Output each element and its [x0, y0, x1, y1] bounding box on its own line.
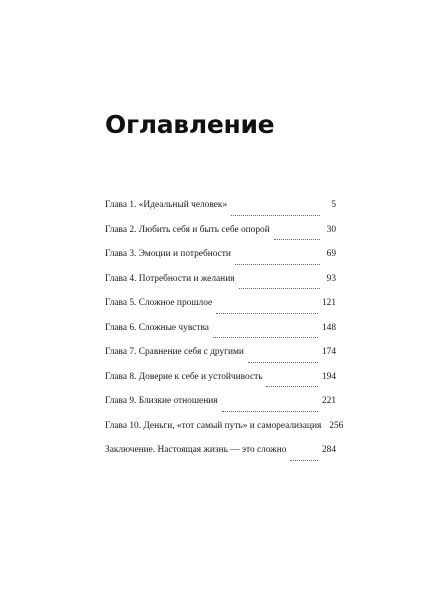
table-of-contents [105, 200, 344, 470]
toc-entry-page: 174 [321, 347, 336, 357]
toc-entry-label: Глава 3. Эмоции и потребности [105, 249, 231, 259]
toc-entry [105, 274, 336, 299]
toc-entry [105, 445, 336, 470]
toc-entry-page: 148 [321, 322, 336, 333]
toc-entry-page: 121 [321, 298, 336, 308]
toc-entry-label: Глава 10. Деньги, «тот самый путь» и самореализация [105, 420, 322, 431]
toc-entry-label: Глава 9. Близкие отношения [105, 396, 218, 406]
toc-leader-dots [274, 239, 320, 240]
toc-entry-page: 30 [326, 224, 336, 235]
toc-entry-page: 221 [321, 396, 336, 406]
toc-entry [105, 200, 336, 225]
toc-entry-label: Глава 5. Сложное прошлое [105, 298, 213, 308]
toc-leader-dots [248, 362, 318, 363]
toc-leader-dots [290, 460, 317, 461]
toc-entry [105, 420, 344, 446]
toc-entry-page: 5 [331, 200, 336, 210]
toc-entry-page: 256 [329, 420, 344, 431]
toc-entry [105, 372, 336, 397]
toc-leader-dots [213, 337, 318, 338]
toc-entry-label: Глава 7. Сравнение себя с другими [105, 347, 244, 357]
toc-entry [105, 323, 336, 348]
toc-leader-dots [266, 386, 317, 387]
toc-entry [105, 225, 336, 250]
page-title: Оглавление [105, 110, 275, 139]
toc-entry [105, 249, 336, 274]
toc-entry-label: Глава 1. «Идеальный человек» [105, 200, 228, 210]
toc-entry [105, 347, 336, 372]
toc-entry-label: Глава 6. Сложные чувства [105, 322, 209, 333]
toc-entry [105, 396, 336, 421]
toc-leader-dots [239, 288, 320, 289]
toc-entry-label: Заключение. Настоящая жизнь — это сложно [105, 445, 287, 455]
toc-leader-dots [216, 313, 318, 314]
toc-entry-page: 194 [321, 371, 336, 382]
toc-entry [105, 298, 336, 323]
toc-leader-dots [231, 215, 320, 216]
toc-entry-label: Глава 8. Доверие к себе и устойчивость [105, 371, 263, 382]
toc-entry-page: 93 [326, 273, 336, 284]
toc-entry-page: 284 [321, 445, 336, 455]
toc-entry-page: 69 [326, 249, 336, 259]
toc-entry-label: Глава 4. Потребности и желания [105, 273, 235, 284]
toc-entry-label: Глава 2. Любить себя и быть себе опорой [105, 224, 270, 235]
toc-leader-dots [222, 411, 318, 412]
toc-leader-dots [235, 264, 320, 265]
